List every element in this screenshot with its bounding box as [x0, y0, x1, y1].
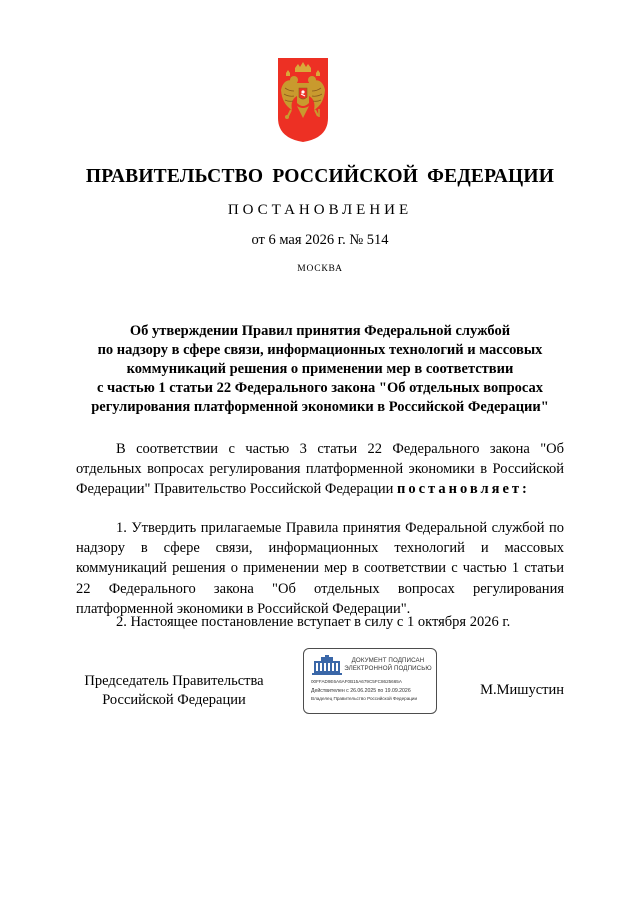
preamble-text: В соответствии с частью 3 статьи 22 Федерального закона "Об отдельных вопросах регулирования платформенной экономики в Российской Федерации" Правительство Российской Федерации	[76, 441, 564, 498]
subject-line: коммуникаций решения о применении мер в соответствии	[126, 361, 514, 377]
position-line: Российской Федерации	[102, 692, 246, 708]
subject-line: регулирования платформенной экономики в Российской Федерации"	[91, 399, 549, 415]
item-1-paragraph	[76, 518, 564, 619]
document-subject	[70, 322, 570, 417]
signatory-position	[76, 672, 272, 710]
document-type: ПОСТАНОВЛЕНИЕ	[227, 202, 413, 218]
subject-line: по надзору в сфере связи, информационных технологий и массовых	[97, 342, 543, 358]
subject-line: Об утверждении Правил принятия Федеральной службой	[129, 323, 511, 339]
position-line: Председатель Правительства	[84, 673, 264, 689]
item-2-text: 2. Настоящее постановление вступает в силу с 1 октября 2026 г.	[116, 614, 511, 630]
government-title: ПРАВИТЕЛЬСТВО РОССИЙСКОЙ ФЕДЕРАЦИИ	[85, 166, 555, 187]
subject-line: с частью 1 статьи 22 Федерального закона "Об отдельных вопросах	[96, 380, 544, 396]
document-date-number: от 6 мая 2026 г. № 514	[251, 232, 389, 248]
document-city: МОСКВА	[297, 264, 343, 274]
stamp-owner: Владелец Правительство Российской Федерации	[311, 696, 418, 701]
coat-of-arms-russia-icon	[276, 56, 330, 143]
signatory-name: М.Мишустин	[480, 682, 564, 698]
item-2-paragraph	[76, 612, 564, 632]
stamp-header: ДОКУМЕНТ ПОДПИСАН ЭЛЕКТРОННОЙ ПОДПИСЬЮ	[344, 657, 432, 672]
electronic-signature-stamp	[303, 648, 437, 714]
preamble-paragraph	[76, 439, 564, 500]
item-1-text: 1. Утвердить прилагаемые Правила принятия Федеральной службой по надзору в сфере связи, информационных технологий и массовых коммуникаций решения о применении мер в соответствии с частью 1 статьи 22 Федерального закона "Об отдельных вопросах регулирования платформенной экономики в Российской Федерации".	[76, 520, 564, 617]
resolves-word: постановляет:	[397, 481, 530, 498]
government-building-icon	[312, 655, 342, 675]
stamp-certificate: 00FFAD9E6A6AF0B15A679C5FC8625665A	[311, 679, 402, 684]
stamp-validity: Действителен с 26.06.2025 по 19.09.2026	[311, 688, 411, 694]
